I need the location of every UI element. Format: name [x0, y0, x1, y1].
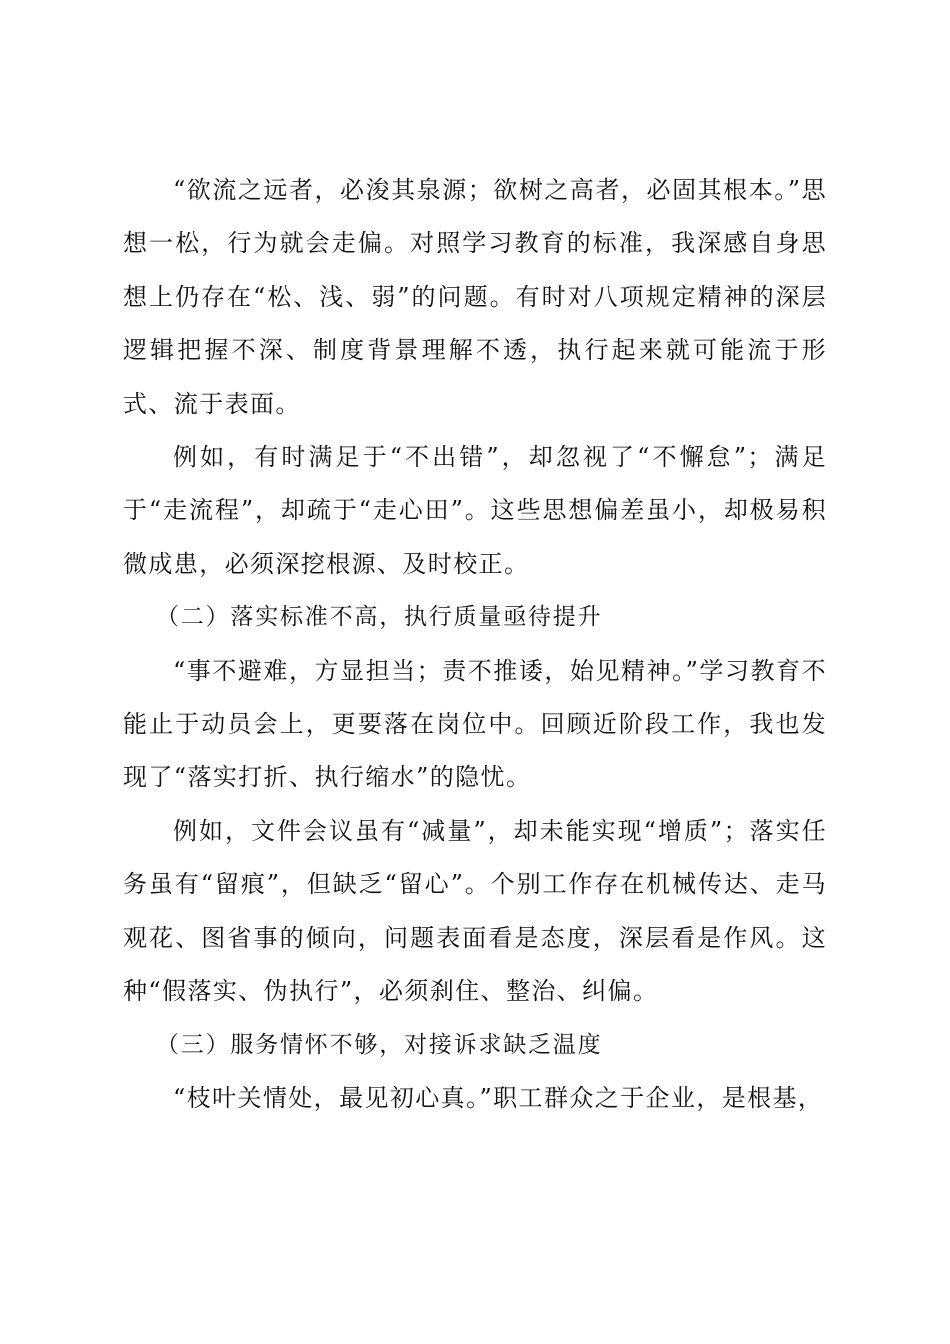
paragraph-service: “枝叶关情处，最见初心真。”职工群众之于企业，是根基， [173, 1083, 824, 1112]
paragraph-thought-loose: “欲流之远者，必浚其泉源；欲树之高者，必固其根本。”思想一松，行为就会走偏。对照学习教育的标准，我深感自身思想上仍存在“松、浅、弱”的问题。有时对八项规定精神的深层逻辑把握不深、制度背景理解不透，执行起来就可能流于形式、流于表面。 [123, 176, 827, 418]
document-body [123, 164, 827, 1125]
paragraph-example-implementation: 例如，文件会议虽有“减量”，却未能实现“增质”；落实任务虽有“留痕”，但缺乏“留心”。个别工作存在机械传达、走马观花、图省事的倾向，问题表面看是态度，深层看是作风。这种“假落实、伪执行”，必须刹住、整治、纠偏。 [123, 816, 827, 1006]
paragraph-implementation: “事不避难，方显担当；责不推诿，始见精神。”学习教育不能止于动员会上，更要落在岗位中。回顾近阶段工作，我也发现了“落实打折、执行缩水”的隐忧。 [123, 656, 827, 792]
paragraph-example-thought: 例如，有时满足于“不出错”，却忽视了“不懈怠”；满足于“走流程”，却疏于“走心田”。这些思想偏差虽小，却极易积微成患，必须深挖根源、及时校正。 [123, 443, 827, 578]
section-heading-2: （二）落实标准不高，执行质量亟待提升 [156, 604, 603, 631]
section-heading-3: （三）服务情怀不够，对接诉求缺乏温度 [156, 1031, 603, 1058]
